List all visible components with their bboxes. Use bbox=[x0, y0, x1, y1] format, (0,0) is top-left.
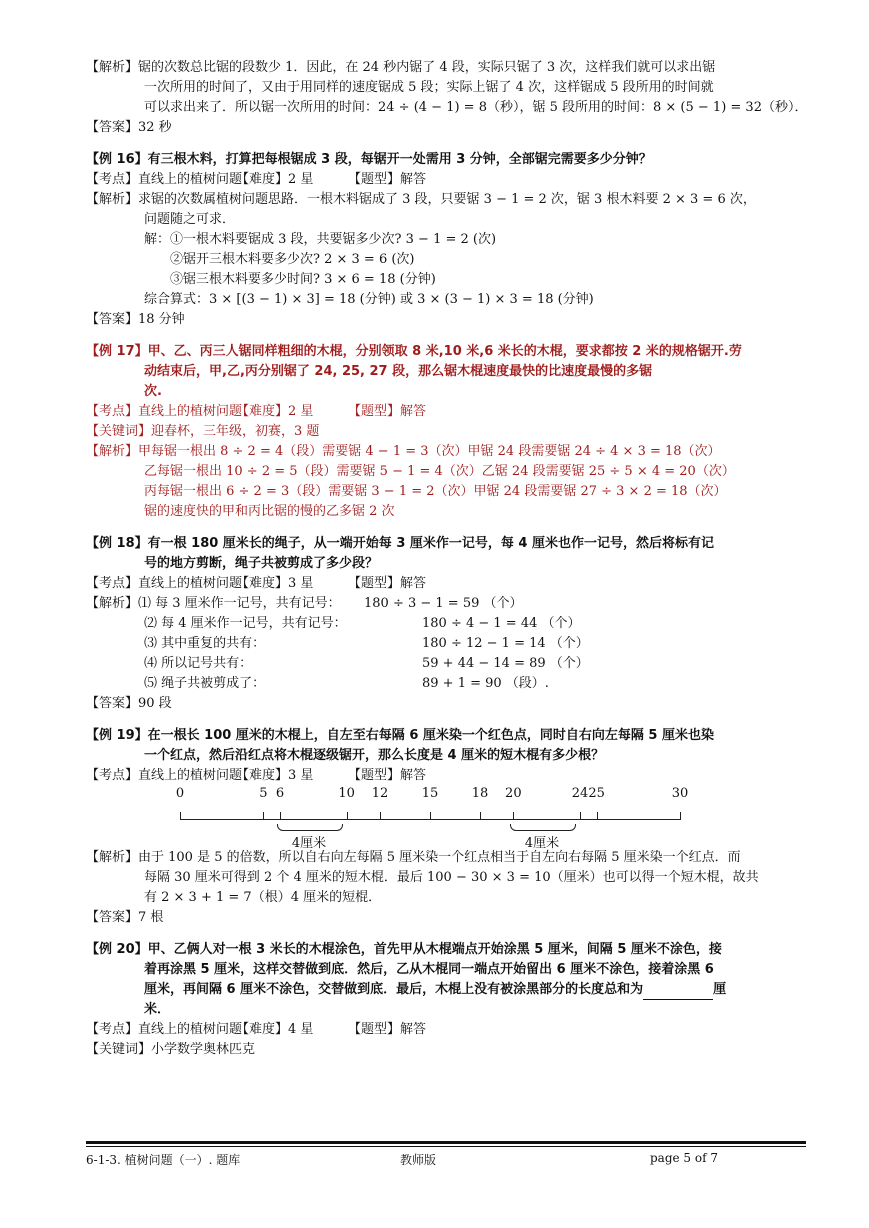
number-line-tick-label: 20 bbox=[505, 786, 522, 801]
tixing: 【题型】解答 bbox=[348, 576, 427, 591]
kaodian: 【考点】直线上的植树问题 bbox=[86, 1022, 243, 1037]
number-line-tick bbox=[513, 812, 514, 820]
example-16-title: 【例 16】有三根木料，打算把每根锯成 3 段，每锯开一处需用 3 分钟，全部锯完需要多少分钟？ bbox=[86, 152, 652, 167]
number-line-tick-label: 25 bbox=[588, 786, 605, 801]
nandu: 【难度】4 星 bbox=[236, 1022, 314, 1037]
number-line-tick bbox=[480, 812, 481, 820]
nandu: 【难度】2 星 bbox=[236, 404, 314, 419]
tixing: 【题型】解答 bbox=[348, 172, 427, 187]
calc-label: 【解析】⑴ 每 3 厘米作一记号，共有记号： bbox=[86, 596, 341, 611]
example-17-title: 动结束后，甲,乙,丙分别锯了 24, 25, 27 段，那么锯木棍速度最快的比速度最慢的多锯 bbox=[144, 364, 653, 379]
calc-value: 89 + 1 = 90 （段）. bbox=[422, 676, 549, 691]
analysis-line: 一次所用的时间了，又由于用同样的速度锯成 5 段；实际上锯了 4 次，这样锯成 5 段所用的时间就 bbox=[144, 80, 714, 95]
example-20-title bbox=[86, 980, 808, 1000]
analysis-line: 问题随之可求． bbox=[144, 212, 236, 227]
number-line-tick bbox=[347, 812, 348, 820]
keywords-line: 【关键词】迎春杯，三年级，初赛，3 题 bbox=[86, 424, 320, 439]
calc-value: 180 ÷ 4 − 1 = 44 （个） bbox=[422, 616, 581, 631]
calc-label: ⑵ 每 4 厘米作一记号，共有记号： bbox=[144, 616, 347, 631]
answer-line: 【答案】18 分钟 bbox=[86, 312, 185, 327]
brace-label: 4厘米 bbox=[524, 836, 560, 851]
answer-line: 【答案】32 秒 bbox=[86, 120, 172, 135]
analysis-line: 有 2 × 3 + 1 = 7（根）4 厘米的短棍． bbox=[144, 890, 382, 905]
kaodian: 【考点】直线上的植树问题 bbox=[86, 404, 243, 419]
calc-label: ⑷ 所以记号共有： bbox=[144, 656, 253, 671]
tixing: 【题型】解答 bbox=[348, 404, 427, 419]
number-line-tick-label: 5 bbox=[259, 786, 268, 801]
calc-row bbox=[86, 634, 808, 654]
analysis-line: 锯的速度快的甲和丙比锯的慢的乙多锯 2 次 bbox=[144, 504, 395, 519]
calc-row bbox=[86, 614, 808, 634]
step-line: 解：①一根木料要锯成 3 段，共要锯多少次? 3 − 1 = 2 (次) bbox=[144, 232, 497, 247]
number-line-tick-label: 15 bbox=[421, 786, 439, 801]
nandu: 【难度】3 星 bbox=[236, 576, 314, 591]
number-line-tick-label: 24 bbox=[571, 786, 589, 801]
meta-row bbox=[86, 170, 808, 190]
example-19-title: 【例 19】在一根长 100 厘米的木棍上，自左至右每隔 6 厘米染一个红色点，同时自右向左每隔 5 厘米也染 bbox=[86, 728, 714, 743]
document-page bbox=[86, 58, 808, 1060]
example-20-title: 着再涂黑 5 厘米，这样交替做到底．然后，乙从木棍同一端点开始留出 6 厘米不涂色，接着涂黑 6 bbox=[144, 962, 714, 977]
number-line-tick bbox=[680, 812, 681, 820]
tixing: 【题型】解答 bbox=[348, 768, 427, 783]
number-line-tick bbox=[280, 812, 281, 820]
calc-row bbox=[86, 654, 808, 674]
analysis-line: 【解析】甲每锯一根出 8 ÷ 2 = 4（段）需要锯 4 − 1 = 3（次）甲锯 24 段需要锯 24 ÷ 4 × 3 = 18（次） bbox=[86, 444, 721, 459]
number-line-tick-label: 30 bbox=[671, 786, 689, 801]
footer-page-number: page 5 of 7 bbox=[650, 1151, 718, 1165]
analysis-line: 可以求出来了．所以锯一次所用的时间：24 ÷ (4 − 1) = 8（秒），锯 5 段所用的时间：8 × (5 − 1) = 32（秒）． bbox=[144, 100, 808, 115]
meta-row bbox=[86, 1020, 808, 1040]
keywords-line: 【关键词】小学数学奥林匹克 bbox=[86, 1042, 256, 1057]
kaodian: 【考点】直线上的植树问题 bbox=[86, 576, 243, 591]
example-20-title: 【例 20】甲、乙俩人对一根 3 米长的木棍涂色，首先甲从木棍端点开始涂黑 5 厘米，间隔 5 厘米不涂色，接 bbox=[86, 942, 722, 957]
nandu: 【难度】2 星 bbox=[236, 172, 314, 187]
footer-rule bbox=[86, 1141, 806, 1144]
answer-blank bbox=[643, 985, 713, 1000]
meta-row bbox=[86, 402, 808, 422]
analysis-line: 每隔 30 厘米可得到 2 个 4 厘米的短木棍．最后 100 − 30 × 3 = 10（厘米）也可以得一个短木棍，故共 bbox=[144, 870, 759, 885]
title-text: 厘米，再间隔 6 厘米不涂色，交替做到底．最后，木棍上没有被涂黑部分的长度总和为 bbox=[144, 982, 644, 997]
footer-title: 6-1-3. 植树问题（一）. 题库 bbox=[86, 1153, 241, 1167]
example-20-title: 米． bbox=[144, 1002, 171, 1017]
example-18-title: 号的地方剪断，绳子共被剪成了多少段？ bbox=[144, 556, 379, 571]
analysis-line: 乙每锯一根出 10 ÷ 2 = 5（段）需要锯 5 − 1 = 4（次）乙锯 24 段需要锯 25 ÷ 5 × 4 = 20（次） bbox=[144, 464, 735, 479]
brace-label: 4厘米 bbox=[291, 836, 327, 851]
number-line-tick bbox=[380, 812, 381, 820]
combined-formula: 综合算式：3 × [(3 − 1) × 3] = 18 (分钟) 或 3 × (3 − 1) × 3 = 18 (分钟) bbox=[144, 292, 594, 307]
step-line: ③锯三根木料要多少时间? 3 × 6 = 18 (分钟) bbox=[170, 272, 436, 287]
meta-row bbox=[86, 574, 808, 594]
number-line-tick bbox=[430, 812, 431, 820]
number-line-tick bbox=[597, 812, 598, 820]
footer-rule bbox=[86, 1146, 806, 1147]
example-18-title: 【例 18】有一根 180 厘米长的绳子，从一端开始每 3 厘米作一记号，每 4 厘米也作一记号，然后将标有记 bbox=[86, 536, 714, 551]
number-line-diagram bbox=[175, 786, 696, 851]
footer-edition: 教师版 bbox=[400, 1153, 437, 1167]
step-line: ②锯开三根木料要多少次? 2 × 3 = 6 (次) bbox=[170, 252, 415, 267]
number-line-tick-label: 0 bbox=[175, 786, 185, 801]
kaodian: 【考点】直线上的植树问题 bbox=[86, 768, 243, 783]
example-17-title: 【例 17】甲、乙、丙三人锯同样粗细的木棍，分别领取 8 米,10 米,6 米长的木棍，要求都按 2 米的规格锯开.劳 bbox=[86, 344, 742, 359]
meta-row bbox=[86, 766, 808, 786]
number-line-tick-label: 12 bbox=[371, 786, 389, 801]
tixing: 【题型】解答 bbox=[348, 1022, 427, 1037]
number-line-tick-label: 6 bbox=[275, 786, 285, 801]
brace-left bbox=[277, 824, 343, 831]
number-line-tick-label: 18 bbox=[471, 786, 489, 801]
calc-value: 180 ÷ 3 − 1 = 59 （个） bbox=[364, 596, 523, 611]
calc-row bbox=[86, 594, 808, 614]
number-line-tick-label: 10 bbox=[338, 786, 355, 801]
brace-right bbox=[510, 824, 576, 831]
number-line-tick bbox=[263, 812, 264, 820]
analysis-line: 丙每锯一根出 6 ÷ 2 = 3（段）需要锯 3 − 1 = 2（次）甲锯 24 段需要锯 27 ÷ 3 × 2 = 18（次） bbox=[144, 484, 727, 499]
calc-value: 59 + 44 − 14 = 89 （个） bbox=[422, 656, 589, 671]
calc-row bbox=[86, 674, 808, 694]
answer-line: 【答案】90 段 bbox=[86, 696, 172, 711]
analysis-line: 【解析】求锯的次数属植树问题思路．一根木料锯成了 3 段，只要锯 3 − 1 = 2 次，锯 3 根木料要 2 × 3 = 6 次， bbox=[86, 192, 756, 207]
kaodian: 【考点】直线上的植树问题 bbox=[86, 172, 243, 187]
example-17-title: 次. bbox=[144, 384, 162, 399]
calc-value: 180 ÷ 12 − 1 = 14 （个） bbox=[422, 636, 589, 651]
nandu: 【难度】3 星 bbox=[236, 768, 314, 783]
analysis-line: 【解析】由于 100 是 5 的倍数，所以自右向左每隔 5 厘米染一个红点相当于自左向右每隔 5 厘米染一个红点．而 bbox=[86, 850, 741, 865]
example-19-title: 一个红点，然后沿红点将木棍逐级锯开，那么长度是 4 厘米的短木棍有多少根？ bbox=[144, 748, 605, 763]
title-text: 厘 bbox=[713, 982, 727, 997]
answer-line: 【答案】7 根 bbox=[86, 910, 164, 925]
calc-label: ⑶ 其中重复的共有： bbox=[144, 636, 266, 651]
number-line-tick bbox=[580, 812, 581, 820]
analysis-line: 【解析】锯的次数总比锯的段数少 1．因此，在 24 秒内锯了 4 段，实际只锯了 3 次，这样我们就可以求出锯 bbox=[86, 60, 716, 75]
calc-label: ⑸ 绳子共被剪成了： bbox=[144, 676, 266, 691]
number-line-tick bbox=[180, 812, 181, 820]
